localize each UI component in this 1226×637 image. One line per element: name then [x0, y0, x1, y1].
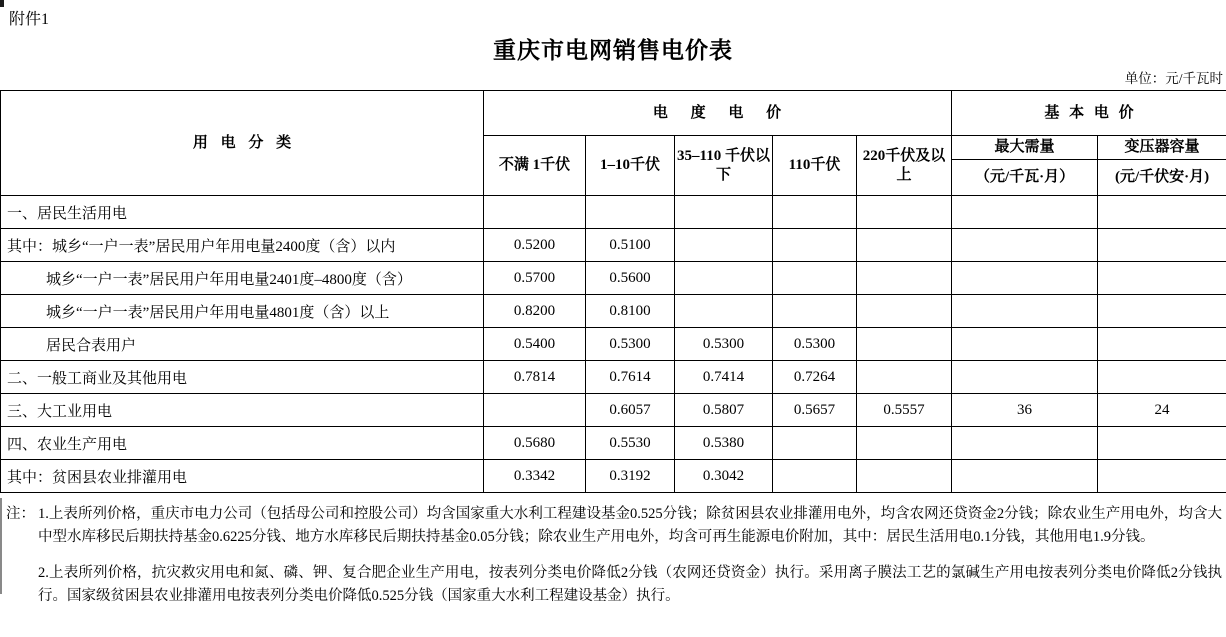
price-cell	[1098, 361, 1226, 394]
price-cell	[586, 196, 675, 229]
col-header-classification: 用 电 分 类	[1, 91, 484, 196]
category-cell: 其中：城乡“一户一表”居民用户年用电量2400度（含）以内	[1, 229, 484, 262]
price-cell	[952, 460, 1098, 493]
price-cell	[773, 262, 857, 295]
attachment-label: 附件1	[9, 11, 50, 28]
price-cell	[773, 229, 857, 262]
header-row-groups	[1, 91, 1226, 136]
category-cell: 一、居民生活用电	[1, 196, 484, 229]
price-cell	[773, 196, 857, 229]
price-cell	[857, 262, 952, 295]
price-cell	[675, 229, 773, 262]
price-cell: 0.3192	[586, 460, 675, 493]
table-row	[1, 460, 1226, 493]
price-cell	[952, 262, 1098, 295]
price-cell	[857, 196, 952, 229]
col-header-transformer-capacity: 变压器容量	[1098, 136, 1226, 160]
price-cell: 0.5300	[675, 328, 773, 361]
price-cell: 0.5657	[773, 394, 857, 427]
table-row	[1, 262, 1226, 295]
price-cell: 0.7414	[675, 361, 773, 394]
price-cell	[1098, 229, 1226, 262]
col-header-110kv: 110千伏	[773, 136, 857, 196]
price-cell	[484, 394, 586, 427]
note-item-2: 2.上表所列价格，抗灾救灾用电和氮、磷、钾、复合肥企业生产用电，按表列分类电价降低2分钱（农网还贷资金）执行。采用离子膜法工艺的氯碱生产用电按表列分类电价降低2分钱执行。国家级贫困县农业排灌用电按表列分类电价降低0.525分钱（国家重大水利工程建设基金）执行。	[38, 565, 1222, 604]
price-cell: 0.3042	[675, 460, 773, 493]
price-cell: 0.5300	[773, 328, 857, 361]
price-cell	[675, 295, 773, 328]
price-cell: 0.5400	[484, 328, 586, 361]
price-cell: 0.3342	[484, 460, 586, 493]
scan-artifact-left-edge	[0, 498, 2, 594]
table-row	[1, 427, 1226, 460]
table-row	[1, 196, 1226, 229]
table-row	[1, 361, 1226, 394]
price-cell: 24	[1098, 394, 1226, 427]
col-header-1-10kv: 1–10千伏	[586, 136, 675, 196]
col-unit-transformer-capacity: (元/千伏安·月)	[1098, 160, 1226, 196]
price-cell	[1098, 196, 1226, 229]
table-row	[1, 328, 1226, 361]
page-title: 重庆市电网销售电价表	[493, 38, 733, 63]
category-cell: 居民合表用户	[1, 328, 484, 361]
price-cell	[952, 196, 1098, 229]
category-cell: 其中：贫困县农业排灌用电	[1, 460, 484, 493]
category-cell: 四、农业生产用电	[1, 427, 484, 460]
category-cell: 城乡“一户一表”居民用户年用电量4801度（含）以上	[1, 295, 484, 328]
col-header-max-demand: 最大需量	[952, 136, 1098, 160]
price-cell	[857, 361, 952, 394]
price-cell: 0.8200	[484, 295, 586, 328]
price-table	[0, 90, 1226, 493]
price-cell	[484, 196, 586, 229]
price-cell: 0.5600	[586, 262, 675, 295]
price-cell: 0.6057	[586, 394, 675, 427]
notes-body	[38, 503, 1222, 621]
price-cell: 0.5100	[586, 229, 675, 262]
table-row	[1, 229, 1226, 262]
price-cell	[857, 427, 952, 460]
price-cell	[857, 295, 952, 328]
price-cell: 36	[952, 394, 1098, 427]
unit-label: 单位：元/千瓦时	[1124, 71, 1223, 86]
note-item-1: 1.上表所列价格，重庆市电力公司（包括母公司和控股公司）均含国家重大水利工程建设基金0.525分钱；除贫困县农业排灌用电外，均含农网还贷资金2分钱；除农业生产用电外，均含大中型水库移民后期扶持基金0.6225分钱、地方水库移民后期扶持基金0.05分钱；除农业生产用电外，均含可再生能源电价附加，其中：居民生活用电0.1分钱，其他用电1.9分钱。	[38, 506, 1222, 545]
price-cell: 0.7614	[586, 361, 675, 394]
col-group-energy-price: 电 度 电 价	[484, 91, 952, 136]
col-header-35-110kv: 35–110 千伏以下	[675, 136, 773, 196]
price-cell	[1098, 262, 1226, 295]
price-cell	[773, 460, 857, 493]
price-cell: 0.5380	[675, 427, 773, 460]
category-cell: 二、一般工商业及其他用电	[1, 361, 484, 394]
price-cell	[857, 229, 952, 262]
col-header-under-1kv: 不满 1千伏	[484, 136, 586, 196]
price-cell: 0.5300	[586, 328, 675, 361]
price-cell	[1098, 427, 1226, 460]
price-cell	[1098, 328, 1226, 361]
category-cell: 城乡“一户一表”居民用户年用电量2401度–4800度（含）	[1, 262, 484, 295]
price-cell	[952, 361, 1098, 394]
price-cell	[1098, 460, 1226, 493]
notes-label: 注：	[6, 506, 35, 522]
table-row	[1, 394, 1226, 427]
price-cell	[675, 262, 773, 295]
price-cell: 0.5700	[484, 262, 586, 295]
price-cell: 0.8100	[586, 295, 675, 328]
table-row	[1, 295, 1226, 328]
price-cell: 0.5680	[484, 427, 586, 460]
notes-section	[6, 503, 1222, 621]
scan-artifact-corner	[0, 0, 4, 7]
col-header-220kv-above: 220千伏及以上	[857, 136, 952, 196]
price-cell	[952, 328, 1098, 361]
price-cell	[773, 427, 857, 460]
price-cell: 0.5530	[586, 427, 675, 460]
category-cell: 三、大工业用电	[1, 394, 484, 427]
price-cell	[773, 295, 857, 328]
price-cell	[952, 427, 1098, 460]
price-cell: 0.7264	[773, 361, 857, 394]
price-cell	[857, 460, 952, 493]
price-cell: 0.5557	[857, 394, 952, 427]
price-cell	[857, 328, 952, 361]
price-cell	[675, 196, 773, 229]
price-cell: 0.5807	[675, 394, 773, 427]
price-cell	[952, 295, 1098, 328]
col-group-basic-price: 基 本 电 价	[952, 91, 1226, 136]
price-cell: 0.7814	[484, 361, 586, 394]
price-cell	[952, 229, 1098, 262]
price-cell	[1098, 295, 1226, 328]
col-unit-max-demand: （元/千瓦·月）	[952, 160, 1098, 196]
price-cell: 0.5200	[484, 229, 586, 262]
